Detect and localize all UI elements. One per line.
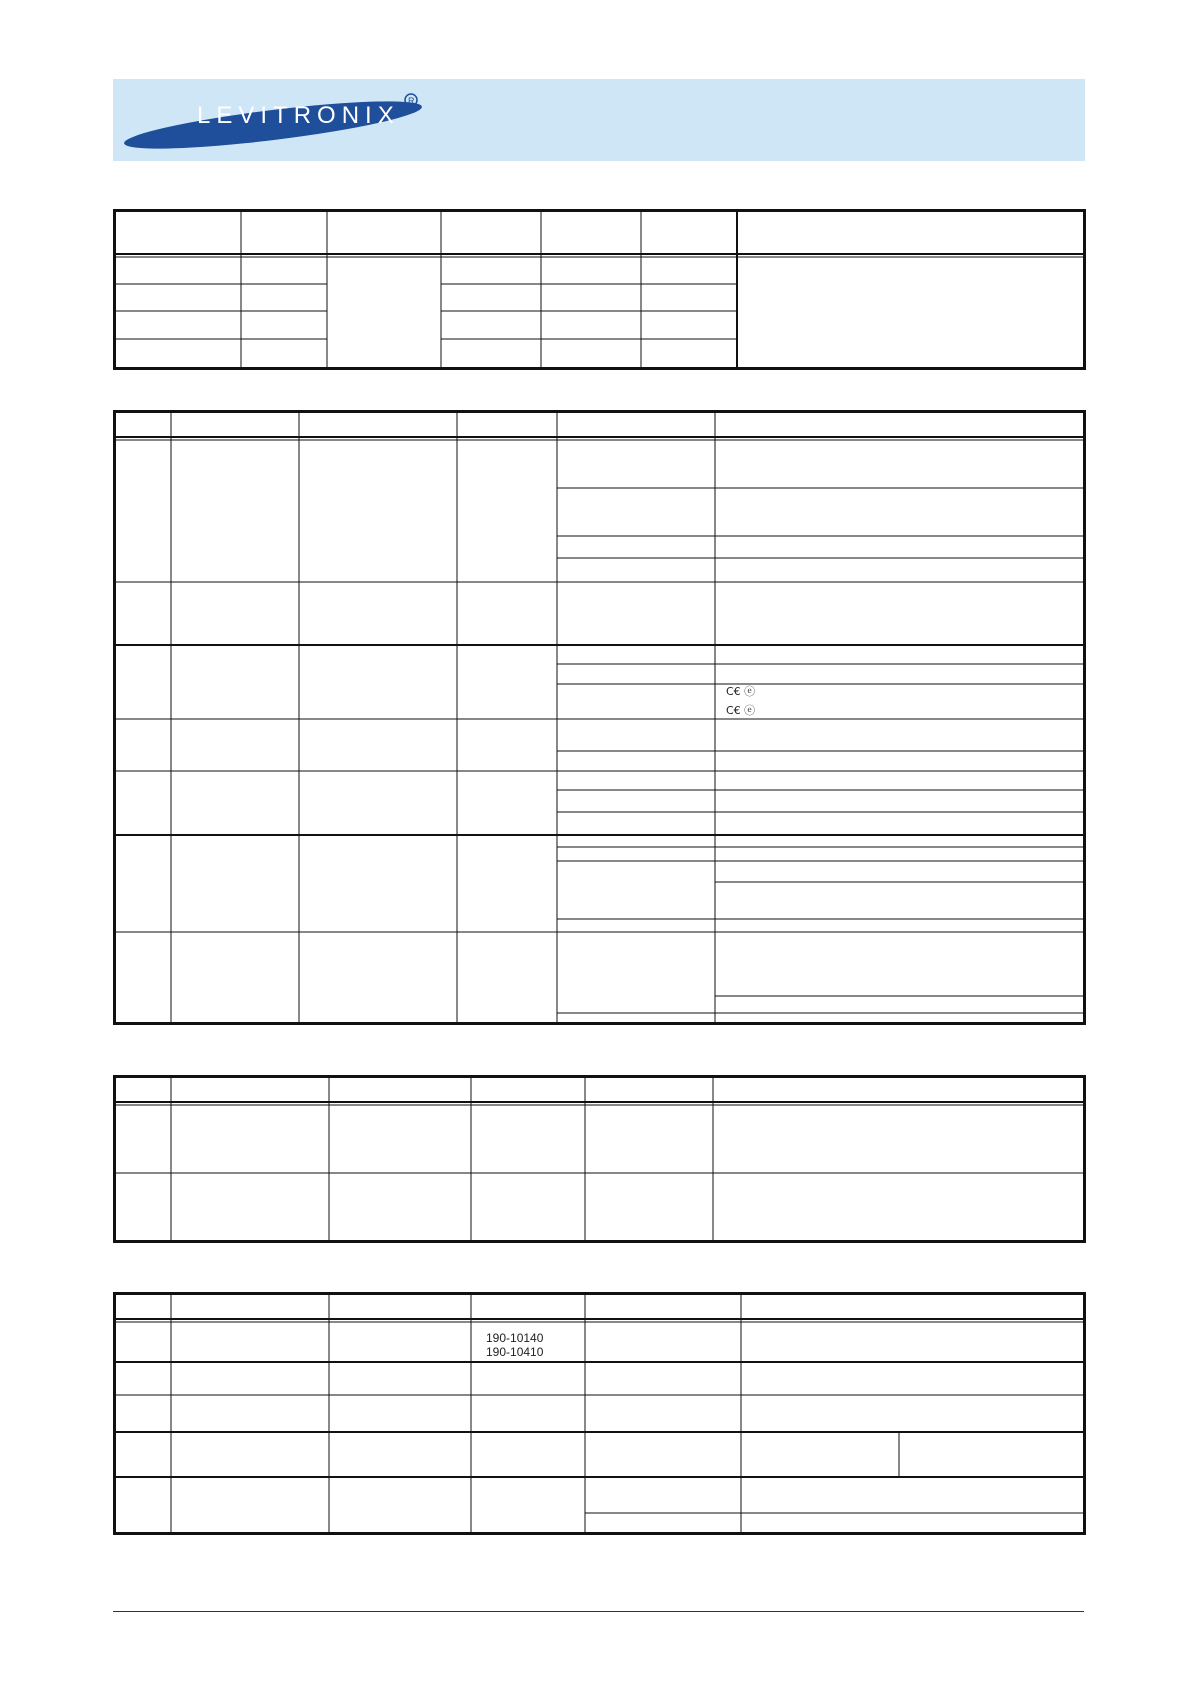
levitronix-logo <box>113 79 1085 161</box>
table-1 <box>113 209 1086 370</box>
table-4-grid <box>113 1292 1086 1535</box>
table-4 <box>113 1292 1086 1535</box>
footer-rule <box>113 1611 1084 1612</box>
table-1-grid <box>113 209 1086 370</box>
logo-text: LEVITRONIX <box>197 102 400 129</box>
header-banner <box>113 79 1085 161</box>
ce-ex-mark-2: C€ ⓔ <box>726 704 756 717</box>
registered-mark: R <box>408 96 415 106</box>
table-4-cell-part-numbers: 190-10140 190-10410 <box>486 1331 544 1359</box>
table-2-grid <box>113 410 1086 1025</box>
table-2 <box>113 410 1086 1025</box>
table-3-grid <box>113 1075 1086 1243</box>
table-3 <box>113 1075 1086 1243</box>
ce-ex-mark-1: C€ ⓔ <box>726 685 756 698</box>
